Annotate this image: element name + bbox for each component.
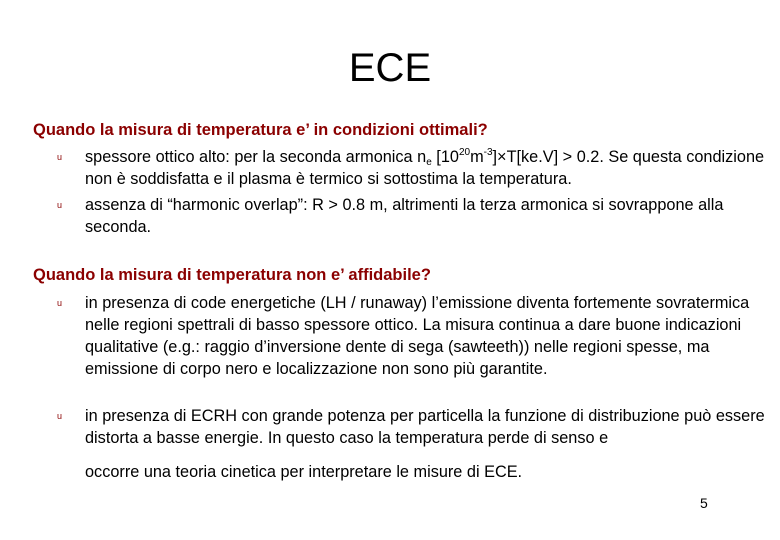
bullet-marker: u: [57, 200, 63, 210]
bullet-marker: u: [57, 152, 63, 162]
bullet-text: assenza di “harmonic overlap”: R > 0.8 m, altrimenti la terza armonica si sovrappone alla seconda.: [85, 196, 724, 236]
bullet-text: ]×T[ke.V] > 0.2. Se questa condizione non è soddisfatta e il plasma è termico si sottostima la temperatura.: [85, 148, 765, 188]
bullet-text: in presenza di ECRH con grande potenza per particella la funzione di distribuzione può essere distorta a basse energie. In questo caso la temperatura perde di senso e: [85, 407, 765, 447]
bullet-marker: u: [57, 411, 63, 421]
section-heading-unreliable: Quando la misura di temperatura non e’ affidabile?: [33, 266, 431, 284]
subscript-e: e: [426, 157, 432, 168]
superscript-20: 20: [458, 147, 471, 158]
section-heading-optimal: Quando la misura di temperatura e’ in condizioni ottimali?: [33, 121, 488, 139]
bullet-energetic-tails: [57, 292, 765, 380]
bullet-ecrh: [57, 405, 765, 449]
bullet-text: spessore ottico alto: per la seconda armonica n: [85, 148, 427, 166]
page-number: 5: [700, 495, 708, 511]
bullet-marker: u: [57, 298, 63, 308]
superscript-minus3: -3: [483, 147, 493, 158]
slide-title: ECE: [348, 46, 432, 90]
bullet-text: m: [470, 148, 484, 166]
bullet-text: in presenza di code energetiche (LH / runaway) l’emissione diventa fortemente sovratermica nelle regioni spettrali di basso spessore ottico. La misura continua a dare buone indicazioni qualitative (e.g.: raggio d’inversione dente di sega (sawteeth)) nelle regioni spesse, ma emissione di corpo nero e localizzazione non sono più garantite.: [85, 294, 750, 378]
bullet-harmonic-overlap: [57, 194, 765, 238]
bullet-ecrh-continuation: occorre una teoria cinetica per interpretare le misure di ECE.: [85, 463, 523, 481]
bullet-optical-thickness: [57, 146, 765, 190]
bullet-text: [10: [431, 148, 459, 166]
